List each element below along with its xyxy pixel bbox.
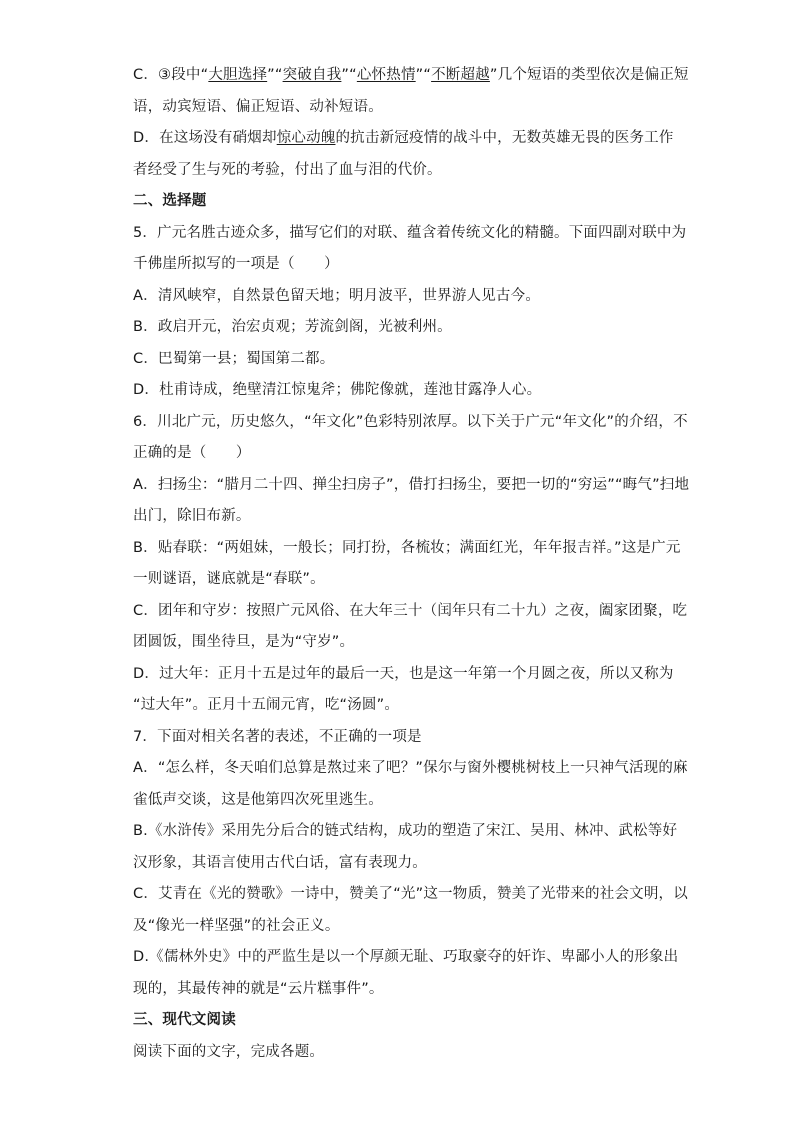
q6-option-c: 团圆饭，围坐待旦，是为“守岁”。 bbox=[133, 634, 355, 650]
q5-option-b: B．政启开元，治宏贞观；芳流剑阁，光被利州。 bbox=[133, 319, 452, 335]
underlined-phrase: 心怀热情 bbox=[356, 67, 416, 83]
q5-option-d: D．杜甫诗成，绝壁清江惊鬼斧；佛陀像就，莲池甘露净人心。 bbox=[133, 382, 542, 398]
question-5-stem: 千佛崖所拟写的一项是（ ） bbox=[133, 256, 339, 272]
q6-option-d: “过大年”。正月十五闹元宵，吃“汤圆”。 bbox=[133, 697, 400, 713]
question-7-stem: 7．下面对相关名著的表述，不正确的一项是 bbox=[133, 728, 422, 745]
q7-option-a: A．“怎么样，冬天咱们总算是熬过来了吧？”保尔与窗外樱桃树枝上一只神气活现的麻 bbox=[133, 760, 688, 776]
exam-page bbox=[133, 60, 690, 1068]
question-6-stem: 6．川北广元，历史悠久，“年文化”色彩特别浓厚。以下关于广元“年文化”的介绍，不 bbox=[133, 413, 688, 430]
q5-option-c: C．巴蜀第一县；蜀国第二都。 bbox=[133, 350, 335, 367]
q7-option-d: 现的，其最传神的就是“云片糕事件”。 bbox=[133, 980, 384, 997]
question-5-stem: 5．广元名胜古迹众多，描写它们的对联、蕴含着传统文化的精髓。下面四副对联中为 bbox=[133, 224, 687, 241]
q5-option-a: A．清风峡窄，自然景色留天地；明月波平，世界游人见古今。 bbox=[133, 287, 541, 304]
reading-instruction: 阅读下面的文字，完成各题。 bbox=[133, 1043, 325, 1060]
underlined-phrase: 惊心动魄 bbox=[276, 130, 336, 146]
option-c-line-2: 语，动宾短语、偏正短语、动补短语。 bbox=[133, 98, 383, 115]
q7-option-c: C．艾青在《光的赞歌》一诗中，赞美了“光”这一物质，赞美了光带来的社会文明，以 bbox=[133, 886, 688, 902]
underlined-phrase: 不断超越 bbox=[431, 67, 490, 83]
q7-option-b: B.《水浒传》采用先分后合的链式结构，成功的塑造了宋江、吴用、林冲、武松等好 bbox=[133, 823, 678, 839]
q6-option-b: 一则谜语，谜底就是“春联”。 bbox=[133, 571, 325, 587]
q7-option-a: 雀低声交谈，这是他第四次死里逃生。 bbox=[133, 791, 383, 808]
option-d-line-2: 者经受了生与死的考验，付出了血与泪的代价。 bbox=[133, 161, 442, 178]
section-heading: 二、选择题 bbox=[133, 193, 207, 209]
option-d-line-1: D．在这场没有硝烟却惊心动魄的抗击新冠疫情的战斗中，无数英雄无畏的医务工作 bbox=[133, 130, 674, 146]
q6-option-b: B．贴春联：“两姐妹，一般长；同打扮，各梳妆；满面红光，年年报吉祥。”这是广元 bbox=[133, 539, 681, 556]
underlined-phrase: 大胆选择 bbox=[208, 67, 268, 83]
q6-option-c: C．团年和守岁：按照广元风俗、在大年三十（闰年只有二十九）之夜，阖家团聚，吃 bbox=[133, 602, 688, 619]
question-6-stem: 正确的是（ ） bbox=[133, 445, 251, 461]
q7-option-d: D.《儒林外史》中的严监生是以一个厚颜无耻、巧取豪夺的奸诈、卑鄙小人的形象出 bbox=[133, 949, 679, 965]
option-c-line-1: C．③段中“大胆选择”“突破自我”“心怀热情”“不断超越”几个短语的类型依次是偏正短 bbox=[133, 67, 689, 83]
section-heading: 三、现代文阅读 bbox=[133, 1012, 236, 1028]
underlined-phrase: 突破自我 bbox=[282, 67, 342, 83]
q7-option-c: 及“像光一样坚强”的社会正义。 bbox=[133, 917, 340, 934]
q6-option-d: D．过大年：正月十五是过年的最后一天，也是这一年第一个月圆之夜，所以又称为 bbox=[133, 665, 674, 682]
q7-option-b: 汉形象，其语言使用古代白话，富有表现力。 bbox=[133, 854, 427, 871]
q6-option-a: 出门，除旧布新。 bbox=[133, 508, 251, 524]
q6-option-a: A．扫扬尘：“腊月二十四、掸尘扫房子”，借打扫扬尘，要把一切的“穷运”“晦气”扫地 bbox=[133, 476, 690, 493]
